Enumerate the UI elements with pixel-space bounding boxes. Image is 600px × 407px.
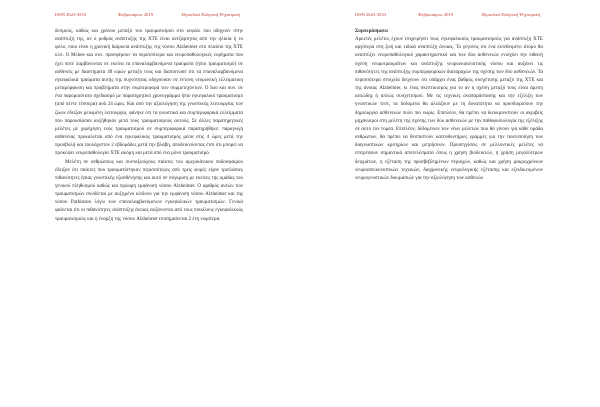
body-paragraph: Μελέτη σε ανθρώπους και συνταξιούχους παίκτες του αμερικάνικου ποδοσφαίρου έδειξαν ότι παίκτες που τραυματίστηκαν περισσότερες από τρεις φορές είχαν τριπλάσιες πιθανότητες ήπιας γνωστικής εξασθένησης και αυτό σε σύγκριση με εκείνες της ομάδας του γενικού πληθυσμού καθώς και πρόωρη εμφάνιση νόσου Alzheimer. Ο αριθμός αυτών των τραυματισμών συνδέεται με αυξημένο κίνδυνο για την εμφάνιση νόσου Alzheimer και της νόσου Parkinson λόγω των επαναλαμβανόμενων εγκεφαλικών τραυματισμών. Γενικά φαίνεται ότι οι πιθανότητες ανάπτυξης άνοιας αυξάνονται από τους ποικίλους εγκεφαλικούς τραυματισμούς και η έναρξη της νόσου Alzheimer επισημαίνεται 2 έτη νωρίτερα. (55, 158, 243, 222)
header-issn: ISSN 2623-3533 (55, 12, 87, 17)
header-journal: Περιοδικό Ελληνική Ψυχιατρική (481, 12, 540, 17)
header-issn: ISSN 2623-3533 (355, 12, 387, 17)
page-header (55, 12, 280, 17)
right-page-body (355, 27, 543, 182)
header-journal: Περιοδικό Ελληνική Ψυχιατρική (181, 12, 240, 17)
body-paragraph: Αρκετές μελέτες έχουν επιχειρήσει τους εγκεφαλικούς τραυματισμούς για ανάπτυξη ΧΤΕ αργότερα στη ζωή και ειδικά αναπτύξη άνοιας. Το γεγονός ότι ένα εκτεθειμένο άτομο θα αναπτύξει νευροπαθολογικό χαρακτηριστικό και των δύο ασθενειών ενισχύει την πιθανή σχέση νευροτραυμάτων και ανάπτυξης νευροεκφυλιστικής νόσου και αυξάνει τις πιθανότητες της ανάπτυξης συμπεριφορικών διαταραχών της σχέσης των δύο ασθενειών. Τα περισσότερα στοιχεία δείχνουν ότι υπάρχει ένας βαθμός συσχέτισης μεταξύ της ΧΤΕ και της άνοιας Alzheimer, κι ένας σκεπτικισμός για το αν η σχέση μεταξύ τους είναι άμεση αιτιώδης ή απλώς συσχετισμού. Με τις τεχνικές αναπαράστασης και την εξέλιξη των γνωστικών τεστ, τα δεδομένα θα αλλάζουν με τη δυνατότητα να προσδιορίσουν την δημιουργία ασθενειών πολύ πιο νωρίς. Επιπλέον, θα πρέπει να διευκρινιστούν οι ακριβείς μηχανισμοί στη μελέτη της σχέσης των δύο ασθενειών με την παθοφυσιολογία της εξέλιξης σε αυτό τον τομέα. Επιπλέον, δεδομένων των νέων μελετών που θα γίνουν για κάθε ομάδα ανθρώπων, θα πρέπει να θεσπιστούν κατευθυντήριες γραμμές για την ταυτοποίηση των διαγνωστικών κριτηρίων και μετρήσεων. Προσεγγίσεις σε μελλοντικές μελέτες να επιτρέψουν σημαντικά αποτελέσματα όπως η χρήση βιοδεικτών, η χρήση μεγαλύτερων δειγμάτων, η εξέταση της προσβεβλημένων περιοχών, καθώς και χρήση μακροχρόνιων νευροαπεικονιστικών τεχνικών, διαχρονικής νευρολογικής εξέτασης και εξειδικευμένων νευρογνωστικών δοκιμασιών για την αξιολόγηση των ασθενών. (355, 36, 543, 181)
right-page (300, 0, 600, 407)
body-paragraph: δεσμούς, καθώς και χρόνου μεταξύ του τραυματισμού στο κεφάλι που οδηγούν στην ανάπτυξη της, αν ο ρυθμός ανάπτυξης της ΧΤΕ είναι ανεξάρτητος από την ηλικία ή το φύλο, ποιο είναι η χρονική διάρκεια ανάπτυξης της νόσου Alzheimer στο πλαίσιο της ΧΤΕ κλπ. Ο Mckee και συν. προσφέρουν τα περισσότερα και νευροπαθολογικές ευρήματα που έχει ποτέ λαμβάνονται σε εκείνα τα επαναλαμβανόμενα τραύματα (ήπιο τραυματισμό) σε ασθενείς με διαστήματα 48 ωρών μεταξύ τους και διαπίστωσε ότι τα επαναλαμβανόμενα εγκεφαλικά τραύματα αυτής της συχνότητας οδηγούσαν σε έντονη νευρωνική ελλειματικη μεταμόρφωση και προβλήματα στην συμπεριφορά των συμμετεχόντων. Ο Ιωο και συν. σε ένα παρομοιότατο σχεδιασμό με παρατηρητικό χρονογράμμα ήπιο εγκεφαλικό τραυματισμό (από πέντε τέσσερα) ανά 24 ώρες. Και από την αξιολόγηση της γνωστικής λειτουργίας των ζώων έδειξαν μειωμένη λειτουργία, φάνηκε ότι τα γνωστικά και συμπεριφορικά ελλείμματα που παρουσίασαν αυξήθηκαν μετά τους τραυματισμούς αυτούς. Σε άλλες παρατηρητικές μελέτες με χορήγηση ενός τραυματισμού σε συμπεριφορικά παρατηρήθηκε: παραγωγή ασθενείας προκαλείται από ένα εγκεφαλικός τραυματισμός μέσα στις 4 ώρες μετά την προσβολή και τουλάχιστον 2 εβδομάδες μετά την βλάβη, αποδεικνύοντας έτσι ότι μπορεί να προκύψει νευροπαθολογία ΧΤΕ ακόμη και μετά από ένα μόνο τραυματισμό. (55, 28, 243, 157)
page-header (355, 12, 580, 17)
header-date: Φεβρουάριος 2019 (418, 12, 454, 17)
section-heading: Συμπεράσματα (355, 28, 388, 34)
left-page-body (55, 27, 243, 223)
header-date: Φεβρουάριος 2019 (118, 12, 154, 17)
